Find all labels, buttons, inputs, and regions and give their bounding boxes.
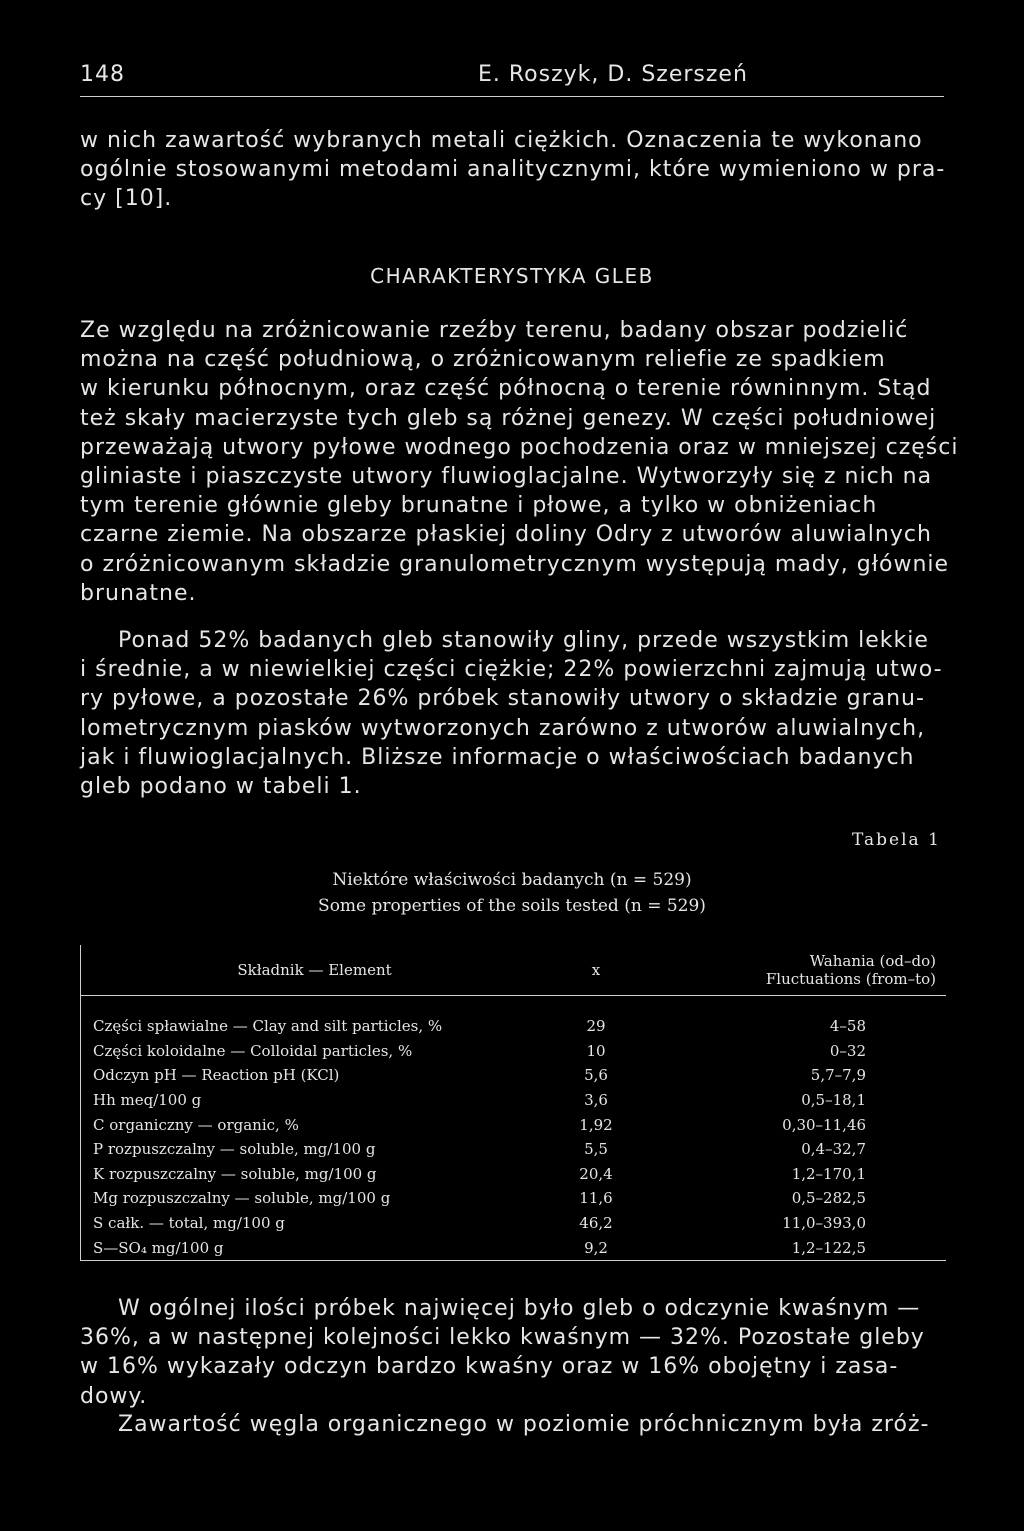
table-row bbox=[81, 1235, 947, 1260]
text-line: można na część południową, o zróżnicowanym reliefie ze spadkiem bbox=[80, 347, 886, 373]
text-line: w kierunku północnym, oraz część północną o terenie równinnym. Stąd bbox=[80, 376, 932, 402]
row-range: 0,5–282,5 bbox=[791, 1189, 866, 1208]
table-caption-en: Some properties of the soils tested (n = 529) bbox=[318, 896, 706, 916]
text-line: W ogólnej ilości próbek najwięcej było gleb o odczynie kwaśnym — bbox=[118, 1296, 921, 1321]
row-name: Części koloidalne — Colloidal particles, % bbox=[81, 1039, 537, 1064]
row-mean: 1,92 bbox=[579, 1115, 613, 1134]
section-title: CHARAKTERYSTYKA GLEB bbox=[370, 264, 654, 288]
table-row bbox=[81, 1088, 947, 1113]
table-row bbox=[81, 1186, 947, 1211]
text-line: 36%, a w następnej kolejności lekko kwaśnym — 32%. Pozostałe gleby bbox=[80, 1325, 925, 1351]
row-range: 0,5–18,1 bbox=[801, 1091, 866, 1110]
row-name: Części spławialne — Clay and silt particles, % bbox=[81, 996, 537, 1039]
header-range bbox=[656, 945, 946, 996]
row-mean: 5,6 bbox=[584, 1066, 608, 1085]
table-label: Tabela 1 bbox=[852, 830, 941, 850]
header-range-en: Fluctuations (from–to) bbox=[765, 970, 936, 988]
row-name: S całk. — total, mg/100 g bbox=[81, 1211, 537, 1236]
row-mean: 46,2 bbox=[579, 1214, 613, 1233]
text-line: Ze względu na zróżnicowanie rzeźby terenu, badany obszar podzielić bbox=[80, 318, 909, 343]
row-mean: 20,4 bbox=[579, 1164, 613, 1183]
paragraph-1 bbox=[80, 318, 959, 610]
soil-properties-table bbox=[80, 945, 946, 1261]
row-name: S—SO₄ mg/100 g bbox=[81, 1235, 537, 1260]
row-range: 1,2–122,5 bbox=[656, 1235, 946, 1260]
table-row bbox=[81, 1039, 947, 1064]
text-line: w nich zawartość wybranych metali ciężkich. Oznaczenia te wykonano bbox=[80, 128, 923, 153]
text-line: w 16% wykazały odczyn bardzo kwaśny oraz w 16% obojętny i zasa- bbox=[80, 1354, 899, 1380]
row-range: 0,4–32,7 bbox=[801, 1140, 866, 1159]
text-line: brunatne. bbox=[80, 580, 197, 606]
table-row bbox=[81, 1137, 947, 1162]
table-header-row bbox=[81, 945, 947, 996]
text-line: gliniaste i piaszczyste utwory fluwioglacjalne. Wytworzyły się z nich na bbox=[80, 463, 933, 489]
text-line: dowy. bbox=[80, 1383, 148, 1409]
row-name: K rozpuszczalny — soluble, mg/100 g bbox=[81, 1162, 537, 1187]
row-range: 0–32 bbox=[829, 1041, 866, 1060]
header-mean: x bbox=[536, 945, 656, 996]
running-head-authors: E. Roszyk, D. Szerszeń bbox=[478, 62, 748, 87]
row-mean: 9,2 bbox=[536, 1235, 656, 1260]
row-range: 4–58 bbox=[829, 1017, 866, 1036]
table-row bbox=[81, 1063, 947, 1088]
header-rule bbox=[80, 96, 944, 97]
text-line: przeważają utwory pyłowe wodnego pochodzenia oraz w mniejszej części bbox=[80, 434, 959, 460]
header-range-pl: Wahania (od–do) bbox=[809, 952, 936, 970]
row-range: 5,7–7,9 bbox=[810, 1066, 866, 1085]
text-line: ry pyłowe, a pozostałe 26% próbek stanowiły utwory o składzie granu- bbox=[80, 686, 925, 712]
table-caption-pl: Niektóre właściwości badanych (n = 529) bbox=[332, 870, 692, 890]
text-line: gleb podano w tabeli 1. bbox=[80, 773, 362, 799]
row-name: Hh meq/100 g bbox=[81, 1088, 537, 1113]
row-mean: 3,6 bbox=[584, 1091, 608, 1110]
text-line: Ponad 52% badanych gleb stanowiły gliny, przede wszystkim lekkie bbox=[118, 628, 929, 653]
text-line: ogólnie stosowanymi metodami analitycznymi, które wymieniono w pra- bbox=[80, 157, 946, 183]
table-row bbox=[81, 996, 947, 1039]
header-component: Składnik — Element bbox=[81, 945, 537, 996]
row-name: P rozpuszczalny — soluble, mg/100 g bbox=[81, 1137, 537, 1162]
text-line: też skały macierzyste tych gleb są różnej genezy. W części południowej bbox=[80, 405, 937, 431]
text-line: tym terenie głównie gleby brunatne i płowe, a tylko w obniżeniach bbox=[80, 493, 878, 519]
row-name: Odczyn pH — Reaction pH (KCl) bbox=[81, 1063, 537, 1088]
row-range: 0,30–11,46 bbox=[782, 1115, 866, 1134]
page-header bbox=[80, 62, 944, 92]
text-line: o zróżnicowanym składzie granulometrycznym występują mady, głównie bbox=[80, 551, 950, 577]
row-name: C organiczny — organic, % bbox=[81, 1112, 537, 1137]
paragraph-4 bbox=[80, 1412, 946, 1441]
table-row bbox=[81, 1162, 947, 1187]
row-mean: 11,6 bbox=[579, 1189, 613, 1208]
intro-paragraph bbox=[80, 128, 946, 216]
text-line: czarne ziemie. Na obszarze płaskiej doliny Odry z utworów aluwialnych bbox=[80, 522, 932, 548]
page-number: 148 bbox=[80, 62, 125, 87]
paragraph-3 bbox=[80, 1296, 946, 1413]
table-row bbox=[81, 1211, 947, 1236]
row-name: Mg rozpuszczalny — soluble, mg/100 g bbox=[81, 1186, 537, 1211]
row-range: 1,2–170,1 bbox=[791, 1164, 866, 1183]
text-line: i średnie, a w niewielkiej części ciężkie; 22% powierzchni zajmują utwo- bbox=[80, 657, 943, 683]
row-mean: 5,5 bbox=[584, 1140, 608, 1159]
text-line: lometrycznym piasków wytworzonych zarówno z utworów aluwialnych, bbox=[80, 715, 926, 741]
row-mean: 10 bbox=[586, 1041, 606, 1060]
row-range: 11,0–393,0 bbox=[782, 1214, 866, 1233]
text-line: jak i fluwioglacjalnych. Bliższe informacje o właściwościach badanych bbox=[80, 744, 915, 770]
text-line: Zawartość węgla organicznego w poziomie próchnicznym była zróż- bbox=[118, 1412, 930, 1437]
row-mean: 29 bbox=[586, 1017, 606, 1036]
text-line: cy [10]. bbox=[80, 186, 173, 212]
paragraph-2 bbox=[80, 628, 946, 803]
table-row bbox=[81, 1112, 947, 1137]
